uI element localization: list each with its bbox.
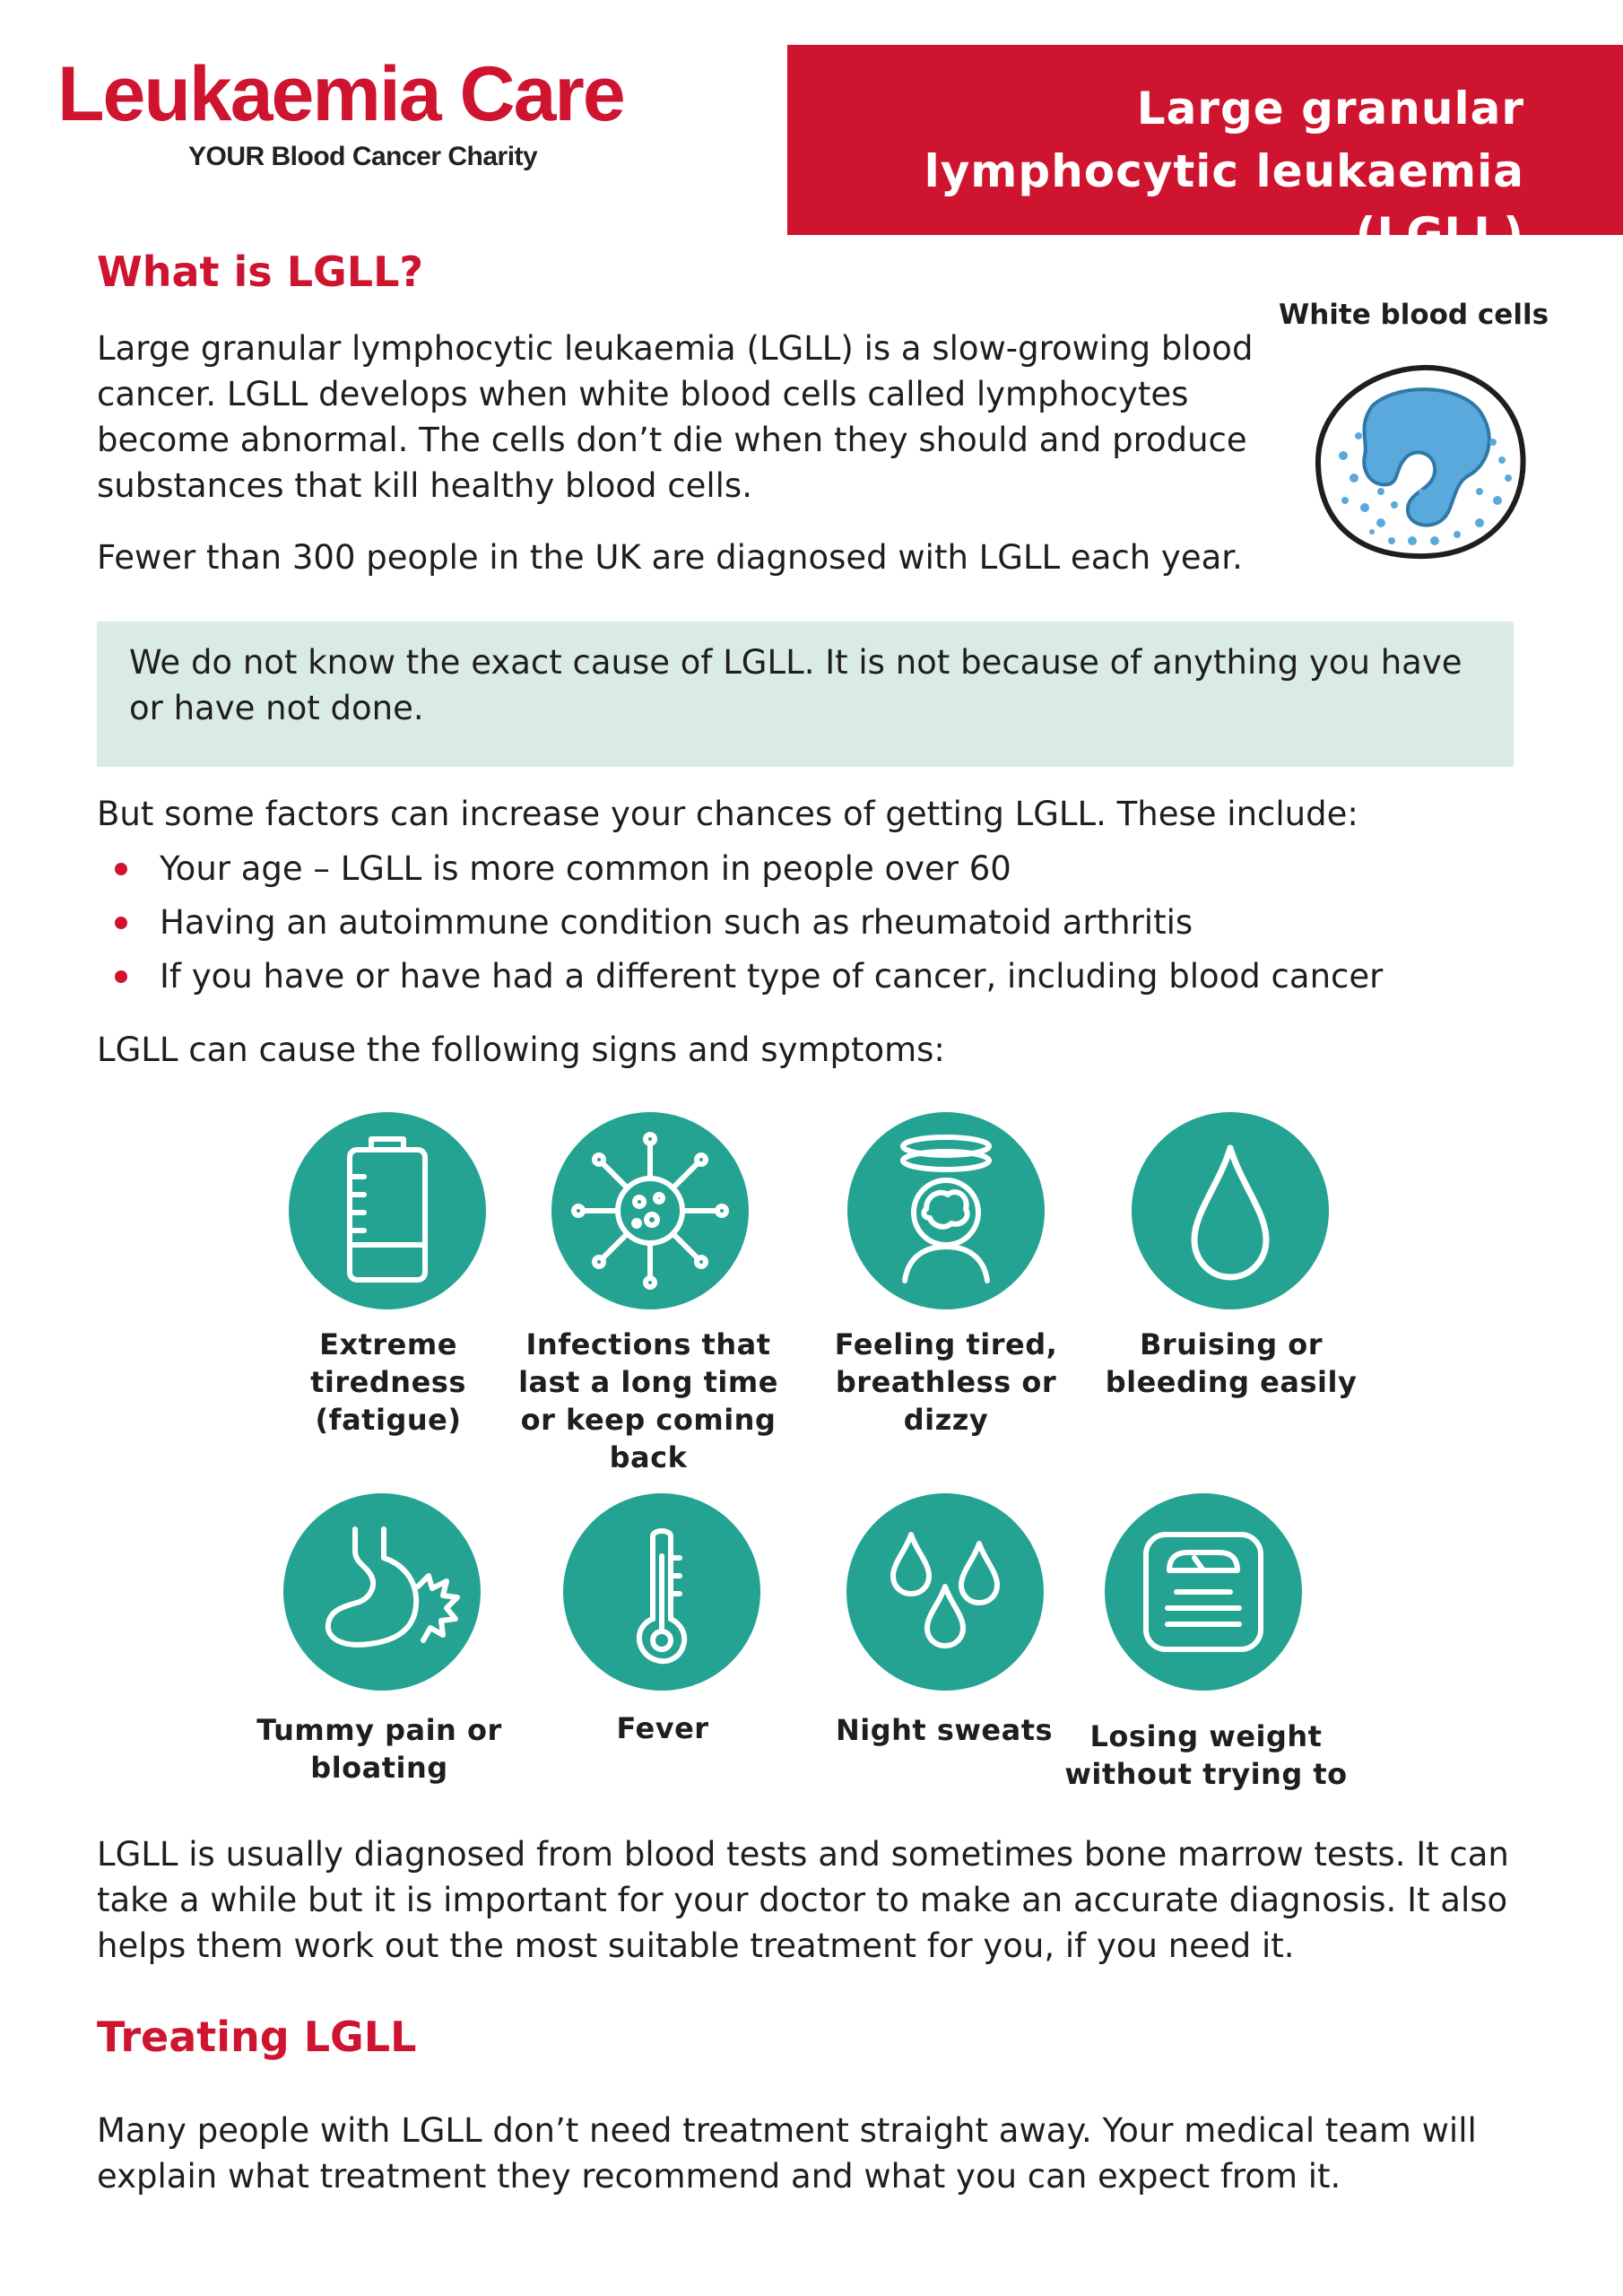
list-item: Your age – LGLL is more common in people over 60 <box>99 846 1383 900</box>
symptoms-intro: LGLL can cause the following signs and symptoms: <box>97 1031 945 1069</box>
treating-heading: Treating LGLL <box>97 2013 417 2061</box>
what-is-heading: What is LGLL? <box>97 248 424 296</box>
risk-intro: But some factors can increase your chances of getting LGLL. These include: <box>97 795 1358 833</box>
symptom-label: Tummy pain or bloating <box>256 1713 502 1785</box>
symptom-label: Infections that last a long time or keep coming back <box>518 1327 778 1474</box>
symptom-label: Losing weight without trying to <box>1064 1719 1348 1791</box>
dizzy-head-icon <box>847 1112 1045 1309</box>
sweat-drops-icon <box>846 1493 1044 1691</box>
list-item: Having an autoimmune condition such as rheumatoid arthritis <box>99 900 1383 953</box>
symptom-label: Bruising or bleeding easily <box>1105 1327 1358 1399</box>
symptom-label: Night sweats <box>835 1713 1054 1747</box>
white-blood-cell-icon <box>1309 357 1533 563</box>
symptom-label: Extreme tiredness (fatigue) <box>310 1327 466 1437</box>
treating-paragraph: Many people with LGLL don’t need treatment straight away. Your medical team will explain what treatment they recommend and what you can expect from it. <box>97 2111 1477 2196</box>
list-item: If you have or have had a different type of cancer, including blood cancer <box>99 953 1383 1007</box>
title-banner <box>787 45 1623 260</box>
symptom-label: Fever <box>616 1711 709 1745</box>
brand-tagline: YOUR Blood Cancer Charity <box>188 142 538 171</box>
battery-icon <box>289 1112 486 1309</box>
cause-callout <box>97 622 1514 767</box>
figure-caption: White blood cells <box>1279 299 1549 331</box>
drop-icon <box>1132 1112 1329 1309</box>
risk-list <box>99 846 1383 1007</box>
what-is-paragraph: Large granular lymphocytic leukaemia (LGLL) is a slow-growing blood cancer. LGLL develops when white blood cells called lymphocytes become abnormal. The cells don’t die when they should and produce substances that kill healthy blood cells. <box>97 329 1254 505</box>
stomach-icon <box>283 1493 481 1691</box>
brand-logo: Leukaemia Care <box>57 51 624 137</box>
page-title: Large granular lymphocytic leukaemia (LGLL) <box>924 83 1524 260</box>
virus-icon <box>551 1112 749 1309</box>
symptom-label: Feeling tired, breathless or dizzy <box>834 1327 1058 1437</box>
weighing-scale-icon <box>1105 1493 1302 1691</box>
thermometer-icon <box>563 1493 760 1691</box>
callout-text: We do not know the exact cause of LGLL. It is not because of anything you have or have not done. <box>129 643 1462 727</box>
diagnosis-paragraph: LGLL is usually diagnosed from blood tests and sometimes bone marrow tests. It can take a while but it is important for your doctor to make an accurate diagnosis. It also helps them work out the most suitable treatment for you, if you need it. <box>97 1835 1509 1965</box>
incidence-paragraph: Fewer than 300 people in the UK are diagnosed with LGLL each year. <box>97 538 1243 577</box>
